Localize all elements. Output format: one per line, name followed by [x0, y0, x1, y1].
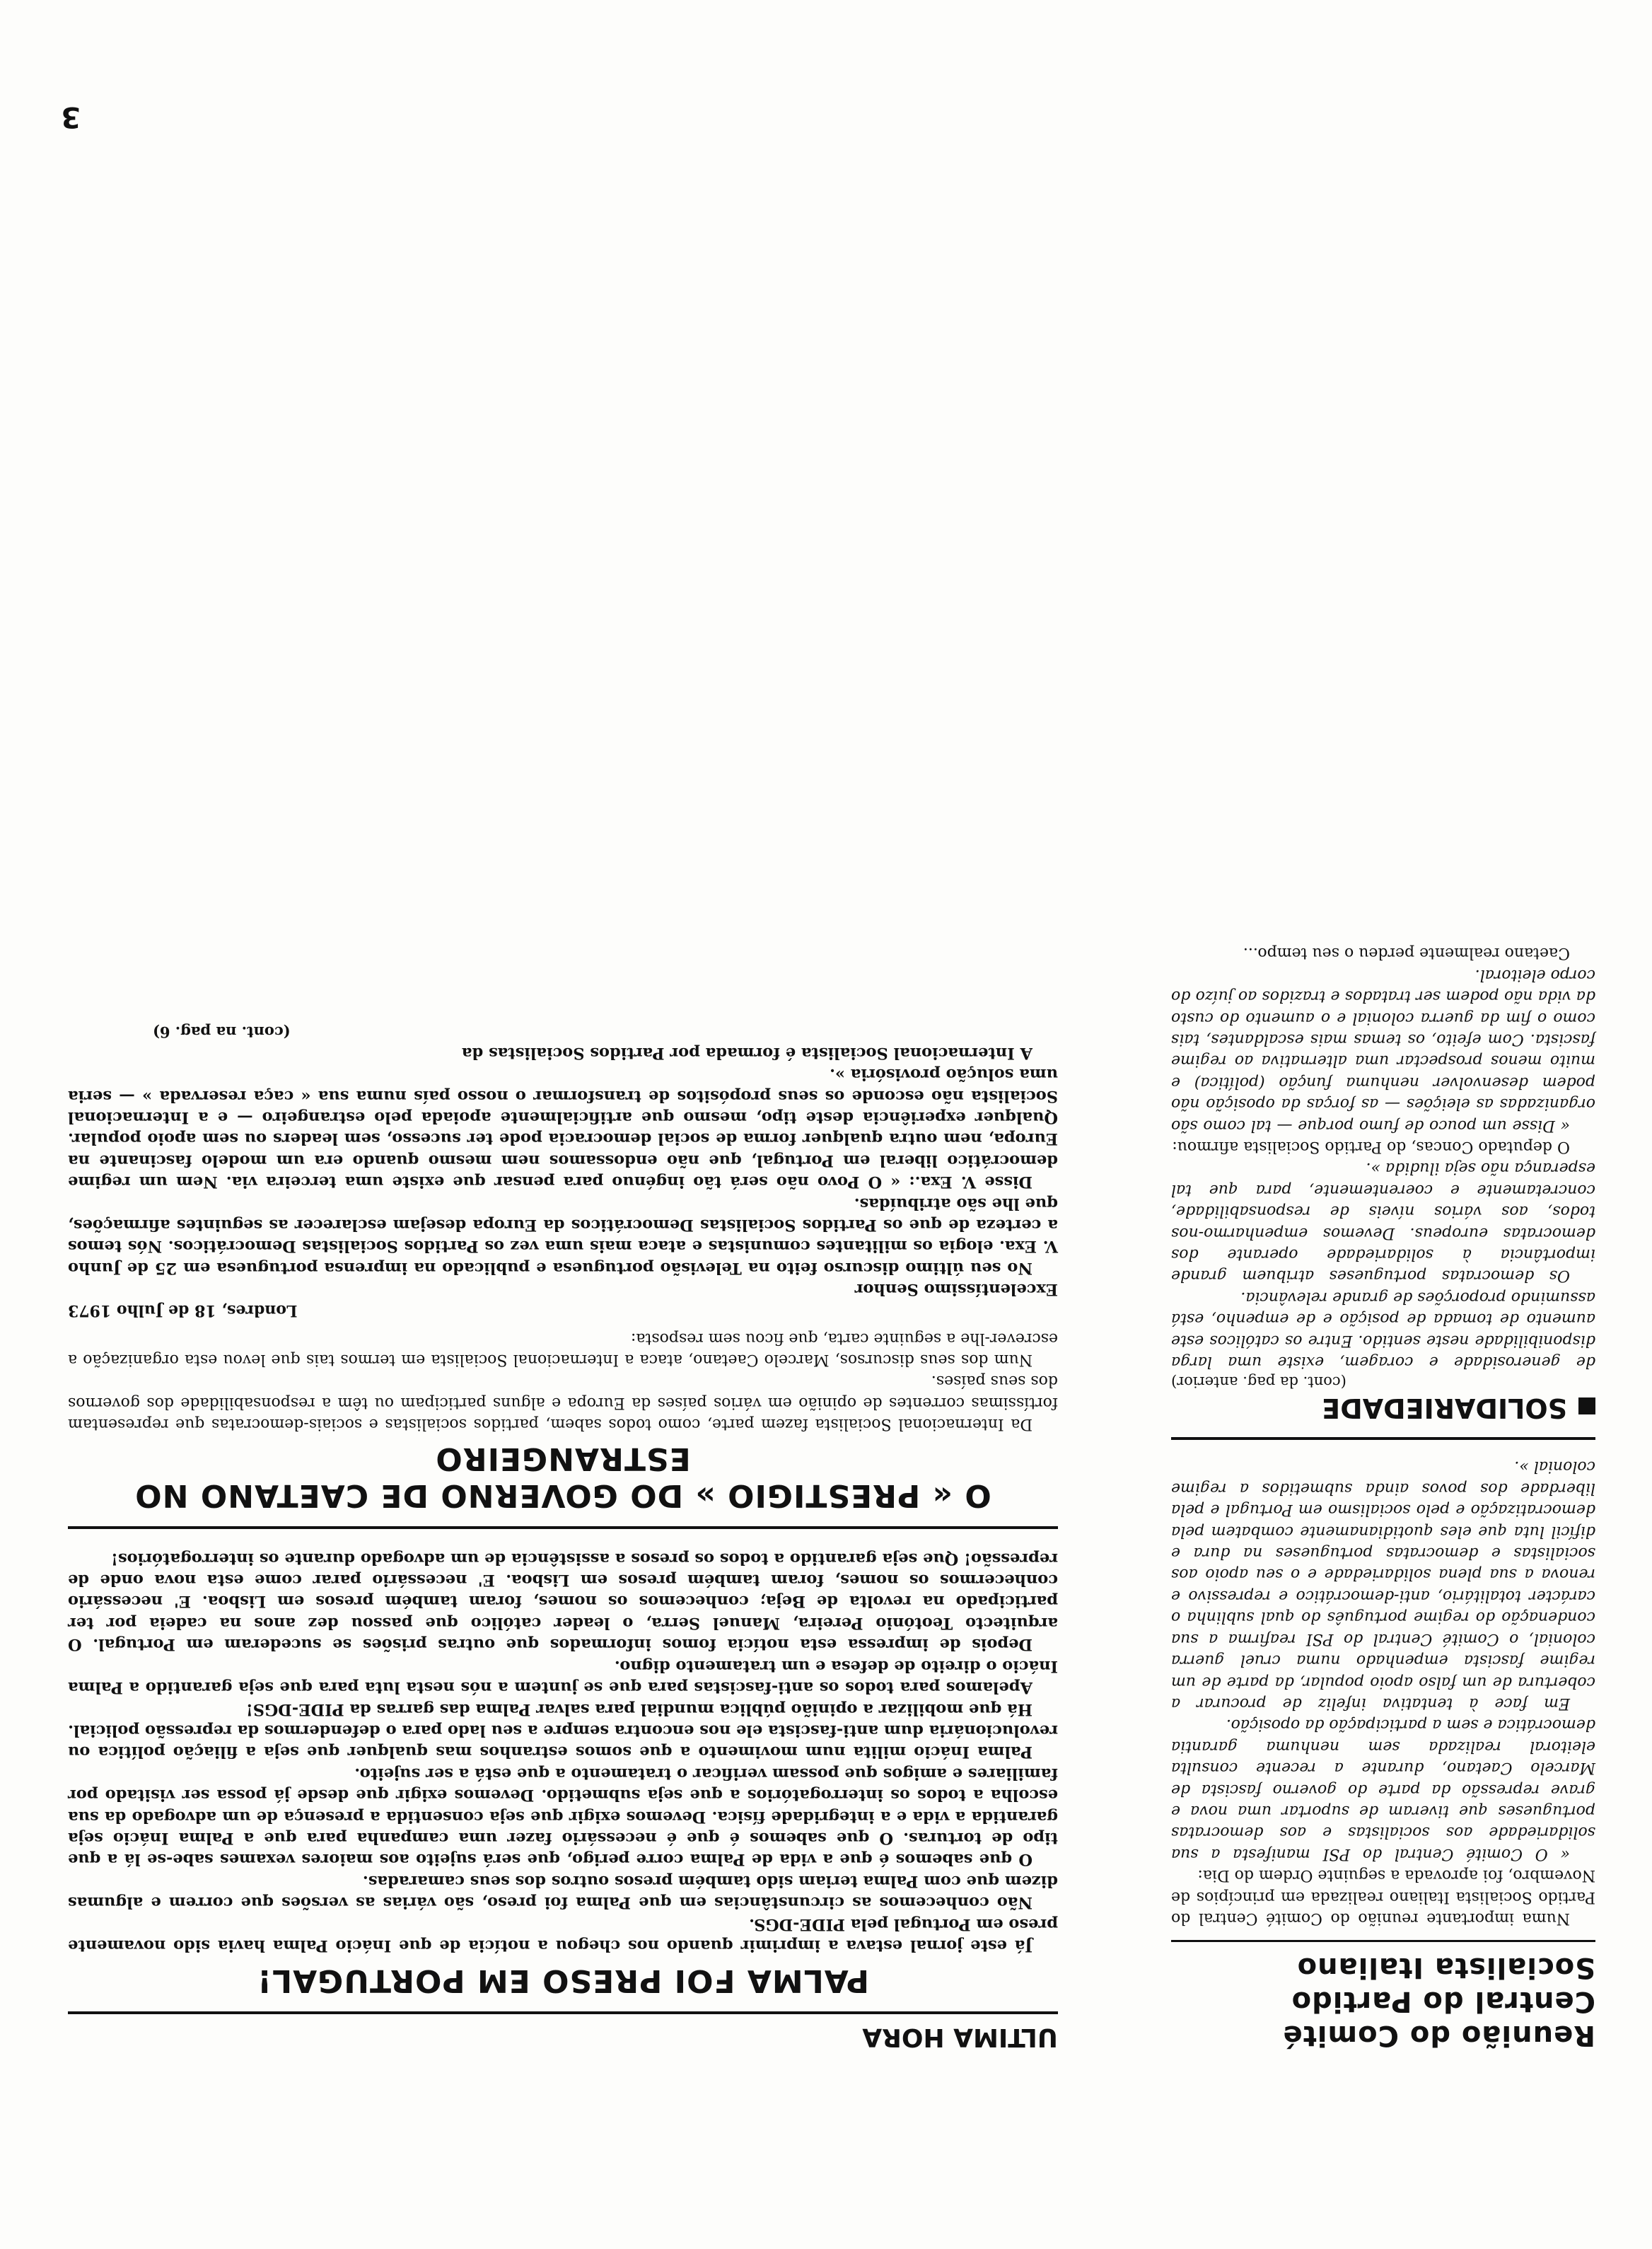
solidariedade-title: SOLIDARIEDADE [1322, 1393, 1567, 1424]
palma-paragraph: Apelamos para todos os anti-fascistas para que se juntem a nós nesta luta para que seja garantido a Palma Inácio o direito de defesa e um tratamento digno. [68, 1656, 1058, 1697]
continuation-note: (cont. da pag. anterior) [1171, 1373, 1346, 1391]
palma-headline: PALMA FOI PRESO EM PORTUGAL! [257, 1963, 869, 1999]
palma-paragraph: Já este jornal estava a imprimir quando nos chegou a notícia de que Inácio Palma havia sido novamente preso em Portugal pela PIDE-DGS. [68, 1914, 1058, 1955]
reuniao-paragraph: Em face à tentativa infeliz de procurar a cobertura de um falso apoio popular, da parte de um regime fascista empenhado numa cruel guerra colonial, o Comité Central do PSI reafirma a sua condenação do regime português do qual sublinha o carácter totalitário, anti-democrático e repressivo e renova a sua plena solidariedade e o seu apoio aos socialistas e democratas portugueses na dura e difícil luta que eles quotidianamente combatem pela democratização e pelo socialismo em Portugal e pela liberdade dos povos ainda submetidos a regime colonial ». [1171, 1458, 1595, 1712]
solidariedade-paragraph: « Disse um pouco de fumo porque — tal como são organizadas as eleições — as forças da oposição não podem desenvolver nenhuma função (política) e muito menos prospectar uma alternativa ao regime fascista. Com efeito, os temas mais escaldantes, tais como o fim da guerra colonial e o aumento do custo da vida não podem ser tratados e trazidos ao juízo do corpo eleitoral. [1171, 965, 1595, 1134]
letter-paragraph: A Internacional Socialista é formada por Partidos Socialistas da [461, 1043, 1032, 1062]
prestigio-headline: O « PRESTIGIO » DO GOVERNO DE CAETANO NO ESTRANGEIRO [134, 1441, 991, 1514]
page-number: 3 [61, 100, 81, 133]
prestigio-paragraph: Da Internacional Socialista fazem parte, como todos sabem, partidos socialistas e sociais-democratas que representam fortíssimas correntes de opinião em vários países da Europa e alguns participam ou têm a responsabilidade dos governos dos seus países. [68, 1372, 1058, 1434]
right-column [68, 1022, 1058, 2052]
divider [1171, 1437, 1595, 1440]
spacer [68, 1321, 1058, 1327]
spacer [68, 1956, 1058, 1962]
reuniao-intro: Numa importante reunião do Comité Central do Partido Socialista Italiano realizada em princípios de Novembro, foi aprovada a seguinte Ordem do Dia: [1171, 1866, 1595, 1927]
letter-paragraph: No seu último discurso feito na Televisão portuguesa e publicado na imprensa portuguesa em 25 de Junho V. Exa. elogia os militantes comunistas e ataca mais uma vez os Partidos Socialistas Democráticos. Nós temos a certeza de que os Partidos Socialistas Democráticos da Europa desejam esclarecer as seguintes afirmações, que lhe são atribuídas. [68, 1194, 1058, 1277]
divider [68, 1526, 1058, 1529]
left-column [1171, 942, 1595, 2052]
reuniao-title: Reunião do Comité Central do Partido Socialista Italiano [1282, 1951, 1595, 2052]
solidariedade-paragraph: O deputado Concas, do Partido Socialista afirmou: [1172, 1138, 1570, 1156]
ultima-hora-label: ULTIMA HORA [862, 2023, 1058, 2052]
letter-paragraph: Disse V. Exa.: « O Povo não será tão ingénuo para pensar que existe uma terceira via. Nem um regime democrático liberal em Portugal, que não endossamos nem mesmo quando era um modelo fascinante na Europa, nem outra qualquer forma de social democracia pode ter sucesso, sem leaders ou sem apoio popular. Qualquer experiência deste tipo, mesmo que artificialmente apoiada pelo estrangeiro — e a Internacional Socialista não esconde os seus propósitos de transformar o nosso país numa sua « caça reservada » — seria uma solução provisória ». [68, 1065, 1058, 1192]
solidariedade-paragraph: Os democratas portugueses atribuem grande importância à solidariedade operante dos democratas europeus. Devemos empenharmo-nos todos, aos vários níveis de responsabilidade, concretamente e coerentemente, para que tal esperança não seja iludida ». [1171, 1159, 1595, 1285]
letter-date: Londres, 18 de Julho 1973 [68, 1301, 298, 1320]
spacer [68, 1434, 1058, 1440]
prestigio-paragraph: Num dos seus discursos, Marcelo Caetano, ataca a Internacional Socialista em termos tais que levou esta organização a escrever-lhe a seguinte carta, que ficou sem resposta: [68, 1329, 1058, 1369]
palma-paragraph: Não conhecemos as circunstâncias em que Palma foi preso, são várias as versões que correm e algumas dizem que com Palma teriam sido também presos outros dos seus camaradas. [68, 1871, 1058, 1912]
palma-paragraph: O que sabemos é que a vida de Palma corre perigo, que será sujeito aos maiores vexames sabe-se lá a que tipo de torturas. O que sabemos é que é necessário fazer uma campanha para que a Palma Inácio seja garantida a vida e a integridade física. Devemos exigir que seja consentida a presença de um advogado da sua escolha a todos os interrogatórios a que seja submetido. Devemos exigir que desde já possa ser visitado por familiares e amigos que possam verificar o tratamento a que está a ser sujeito. [68, 1764, 1058, 1869]
solidariedade-heading [1171, 1392, 1595, 1424]
palma-paragraph: Depois de impressa esta notícia fomos informados que outras prisões se sucederam em Portugal. O arquitecto Teotónio Pereira, Manuel Serra, o leader católico que passou dez anos na cadeia por ter participado na revolta de Beja; conhecemos os nomes, foram também presos em Lisboa. E' necessário conhecermos os nomes, foram também presos em Lisboa. E' necessário parar come esta nova onde de repressão! Que seja garantido a todos os presos a assistência de um advogado durante os interrogatórios! [68, 1549, 1058, 1654]
solidariedade-paragraph: de generosidade e coragem, existe uma larga disponibilidade neste sentido. Entre os católicos este aumento de tomada de posição e de empenho, está assumindo proporções de grande relevância. [1171, 1288, 1595, 1371]
square-bullet-icon [1578, 1397, 1595, 1414]
continuation-note: (cont. na pag. 6) [153, 1023, 291, 1042]
divider [1171, 1940, 1595, 1942]
palma-paragraph: Há que mobilizar a opinião pública mundial para salvar Palma das garras da PIDE-DGS! [245, 1699, 1032, 1719]
letter-salutation: Excelentíssimo Senhor [854, 1280, 1058, 1299]
palma-paragraph: Palma Inácio milita num movimento a que somos estranhos mas qualquer que seja a filiação política ou revolucionária dum anti-fascista ele nos encontra sempre a seu lado para o defendermos da repressão policial. [68, 1721, 1058, 1762]
divider [68, 2011, 1058, 2014]
reuniao-paragraph: « O Comité Central do PSI manifesta a sua solidariedade aos socialistas e aos democratas portugueses que tiveram de suportar uma nova e grave repressão da parte do governo fascista de Marcelo Caetano, durante a recente consulta eleitoral realizada sem nenhuma garantia democrática e sem a participação da oposição. [1171, 1716, 1595, 1863]
solidariedade-paragraph: Caetano realmente perdeu o seu tempo... [1243, 944, 1570, 963]
